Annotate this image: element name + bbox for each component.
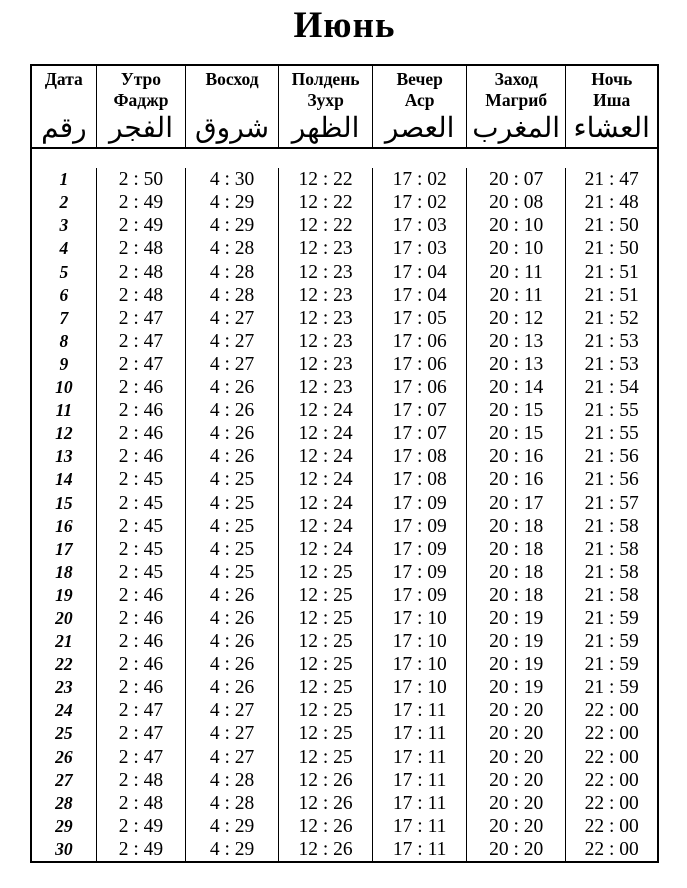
date-cell: 7: [59, 307, 69, 328]
time-cell-maghrib: 20 : 15: [489, 400, 544, 422]
time-cell-asr: 17 : 08: [392, 446, 447, 468]
time-cell-dhuhr: 12 : 26: [298, 815, 353, 837]
header-ru-line: Фаджр: [113, 90, 169, 110]
header-ru-label-isha: [591, 69, 632, 111]
time-cell-asr: 17 : 10: [392, 677, 447, 699]
time-cell-asr: 17 : 09: [392, 492, 447, 514]
header-ru-label-asr: [396, 69, 442, 111]
header-ru-line: Магриб: [485, 90, 548, 110]
time-cell-fajr: 2 : 46: [118, 631, 164, 653]
body-column-maghrib: [467, 168, 567, 861]
time-cell-fajr: 2 : 48: [118, 261, 164, 283]
time-cell-shuruq: 4 : 25: [209, 538, 255, 560]
time-cell-fajr: 2 : 49: [118, 215, 164, 237]
time-cell-maghrib: 20 : 19: [489, 607, 544, 629]
time-cell-isha: 21 : 57: [584, 492, 639, 514]
time-cell-maghrib: 20 : 12: [489, 307, 544, 329]
date-cell: 12: [55, 423, 73, 444]
date-cell: 8: [59, 330, 69, 351]
time-cell-isha: 21 : 59: [584, 607, 639, 629]
time-cell-isha: 21 : 56: [584, 446, 639, 468]
time-cell-shuruq: 4 : 26: [209, 446, 255, 468]
time-cell-fajr: 2 : 47: [118, 723, 164, 745]
date-cell: 14: [55, 469, 73, 490]
header-ru-label-maghrib: [485, 69, 547, 111]
time-cell-fajr: 2 : 48: [118, 769, 164, 791]
date-cell: 16: [55, 515, 73, 536]
time-cell-fajr: 2 : 45: [118, 469, 164, 491]
time-cell-isha: 21 : 51: [584, 284, 639, 306]
time-cell-shuruq: 4 : 29: [209, 215, 255, 237]
time-cell-dhuhr: 12 : 22: [298, 215, 353, 237]
date-cell: 15: [55, 492, 73, 513]
time-cell-maghrib: 20 : 20: [489, 700, 544, 722]
header-ru-label-dhuhr: [292, 69, 360, 111]
table-header-row: [32, 66, 657, 149]
time-cell-fajr: 2 : 47: [118, 330, 164, 352]
time-cell-shuruq: 4 : 28: [209, 769, 255, 791]
time-cell-asr: 17 : 02: [392, 169, 447, 191]
time-cell-shuruq: 4 : 29: [209, 838, 255, 860]
date-cell: 19: [55, 584, 73, 605]
time-cell-isha: 22 : 00: [584, 700, 639, 722]
time-cell-maghrib: 20 : 13: [489, 353, 544, 375]
time-cell-maghrib: 20 : 11: [489, 284, 543, 306]
date-cell: 3: [59, 215, 69, 236]
time-cell-isha: 21 : 53: [584, 330, 639, 352]
time-cell-fajr: 2 : 47: [118, 307, 164, 329]
time-cell-maghrib: 20 : 19: [489, 654, 544, 676]
header-ru-label-date: [45, 69, 83, 90]
time-cell-shuruq: 4 : 25: [209, 492, 255, 514]
time-cell-maghrib: 20 : 20: [489, 723, 544, 745]
time-cell-shuruq: 4 : 26: [209, 377, 255, 399]
date-cell: 24: [55, 700, 73, 721]
time-cell-dhuhr: 12 : 24: [298, 515, 353, 537]
header-ru-line: Вечер: [396, 69, 443, 89]
time-cell-maghrib: 20 : 13: [489, 330, 544, 352]
date-cell: 4: [59, 238, 69, 259]
time-cell-dhuhr: 12 : 24: [298, 469, 353, 491]
time-cell-dhuhr: 12 : 23: [298, 284, 353, 306]
time-cell-isha: 21 : 58: [584, 538, 639, 560]
date-cell: 26: [55, 746, 73, 767]
header-cell-asr: [373, 66, 467, 147]
time-cell-dhuhr: 12 : 25: [298, 700, 353, 722]
time-cell-dhuhr: 12 : 24: [298, 423, 353, 445]
time-cell-shuruq: 4 : 26: [209, 631, 255, 653]
time-cell-isha: 21 : 55: [584, 400, 639, 422]
time-cell-asr: 17 : 09: [392, 515, 447, 537]
time-cell-dhuhr: 12 : 25: [298, 746, 353, 768]
body-column-dhuhr: [279, 168, 374, 861]
body-column-date: [32, 168, 97, 861]
date-cell: 6: [59, 284, 69, 305]
time-cell-shuruq: 4 : 29: [209, 192, 255, 214]
header-cell-fajr: [97, 66, 187, 147]
time-cell-asr: 17 : 11: [392, 838, 447, 860]
time-cell-dhuhr: 12 : 24: [298, 446, 353, 468]
time-cell-isha: 21 : 56: [584, 469, 639, 491]
time-cell-maghrib: 20 : 14: [489, 377, 544, 399]
time-cell-maghrib: 20 : 18: [489, 538, 544, 560]
date-cell: 28: [55, 792, 73, 813]
time-cell-shuruq: 4 : 27: [209, 723, 255, 745]
time-cell-isha: 21 : 59: [584, 677, 639, 699]
time-cell-dhuhr: 12 : 23: [298, 307, 353, 329]
header-ar-label-fajr: الفجر: [108, 113, 173, 145]
prayer-times-table: [30, 64, 659, 863]
time-cell-fajr: 2 : 46: [118, 423, 164, 445]
time-cell-dhuhr: 12 : 25: [298, 631, 353, 653]
time-cell-dhuhr: 12 : 24: [298, 400, 353, 422]
date-cell: 21: [55, 631, 73, 652]
time-cell-asr: 17 : 09: [392, 561, 447, 583]
header-ru-line: Иша: [593, 90, 631, 110]
time-cell-asr: 17 : 04: [392, 284, 447, 306]
header-cell-maghrib: [467, 66, 567, 147]
header-ru-line: Дата: [44, 69, 83, 89]
header-ru-line: Аср: [404, 90, 435, 110]
header-ar-label-isha: العشاء: [573, 113, 650, 145]
header-ar-label-dhuhr: الظهر: [291, 113, 360, 145]
date-cell: 13: [55, 446, 73, 467]
date-cell: 1: [59, 169, 69, 190]
time-cell-fajr: 2 : 48: [118, 792, 164, 814]
time-cell-dhuhr: 12 : 23: [298, 261, 353, 283]
time-cell-asr: 17 : 07: [392, 400, 447, 422]
header-ru-line: Зухр: [307, 90, 344, 110]
time-cell-maghrib: 20 : 15: [489, 423, 544, 445]
time-cell-maghrib: 20 : 16: [489, 469, 544, 491]
body-column-fajr: [97, 168, 187, 861]
time-cell-isha: 21 : 47: [584, 169, 639, 191]
date-cell: 29: [55, 815, 73, 836]
time-cell-isha: 21 : 48: [584, 192, 639, 214]
time-cell-dhuhr: 12 : 23: [298, 330, 353, 352]
header-ru-line: Утро: [120, 69, 162, 89]
time-cell-maghrib: 20 : 20: [489, 815, 544, 837]
time-cell-fajr: 2 : 46: [118, 446, 164, 468]
time-cell-asr: 17 : 03: [392, 238, 447, 260]
time-cell-asr: 17 : 07: [392, 423, 447, 445]
time-cell-isha: 21 : 59: [584, 654, 639, 676]
time-cell-fajr: 2 : 49: [118, 815, 164, 837]
time-cell-maghrib: 20 : 20: [489, 838, 544, 860]
time-cell-dhuhr: 12 : 25: [298, 654, 353, 676]
time-cell-asr: 17 : 09: [392, 538, 447, 560]
time-cell-asr: 17 : 11: [392, 723, 447, 745]
header-cell-shuruq: [186, 66, 279, 147]
time-cell-isha: 22 : 00: [584, 769, 639, 791]
time-cell-asr: 17 : 11: [392, 815, 447, 837]
header-ar-label-date: رقم: [41, 113, 87, 145]
time-cell-shuruq: 4 : 28: [209, 238, 255, 260]
time-cell-shuruq: 4 : 27: [209, 700, 255, 722]
time-cell-isha: 21 : 59: [584, 631, 639, 653]
header-ar-label-maghrib: المغرب: [472, 113, 561, 145]
header-ru-label-shuruq: [205, 69, 258, 90]
time-cell-fajr: 2 : 45: [118, 561, 164, 583]
time-cell-maghrib: 20 : 19: [489, 677, 544, 699]
time-cell-dhuhr: 12 : 23: [298, 377, 353, 399]
time-cell-isha: 22 : 00: [584, 838, 639, 860]
time-cell-maghrib: 20 : 11: [489, 261, 543, 283]
time-cell-maghrib: 20 : 20: [489, 769, 544, 791]
time-cell-isha: 21 : 55: [584, 423, 639, 445]
date-cell: 17: [55, 538, 73, 559]
time-cell-fajr: 2 : 46: [118, 677, 164, 699]
date-cell: 5: [59, 261, 69, 282]
time-cell-maghrib: 20 : 10: [489, 238, 544, 260]
time-cell-asr: 17 : 04: [392, 261, 447, 283]
time-cell-shuruq: 4 : 25: [209, 561, 255, 583]
time-cell-maghrib: 20 : 18: [489, 561, 544, 583]
body-column-asr: [373, 168, 467, 861]
header-cell-dhuhr: [279, 66, 374, 147]
time-cell-shuruq: 4 : 27: [209, 307, 255, 329]
time-cell-asr: 17 : 09: [392, 584, 447, 606]
time-cell-asr: 17 : 06: [392, 353, 447, 375]
time-cell-fajr: 2 : 46: [118, 400, 164, 422]
time-cell-asr: 17 : 10: [392, 654, 447, 676]
time-cell-fajr: 2 : 46: [118, 607, 164, 629]
date-cell: 30: [55, 838, 73, 859]
time-cell-shuruq: 4 : 26: [209, 584, 255, 606]
time-cell-isha: 21 : 50: [584, 215, 639, 237]
time-cell-fajr: 2 : 45: [118, 492, 164, 514]
body-column-isha: [566, 168, 657, 861]
time-cell-isha: 22 : 00: [584, 746, 639, 768]
time-cell-shuruq: 4 : 28: [209, 792, 255, 814]
time-cell-shuruq: 4 : 29: [209, 815, 255, 837]
time-cell-asr: 17 : 11: [392, 700, 447, 722]
time-cell-maghrib: 20 : 07: [489, 169, 544, 191]
time-cell-shuruq: 4 : 30: [209, 169, 255, 191]
time-cell-isha: 21 : 53: [584, 353, 639, 375]
date-cell: 22: [55, 654, 73, 675]
time-cell-fajr: 2 : 46: [118, 377, 164, 399]
time-cell-isha: 21 : 54: [584, 377, 639, 399]
time-cell-dhuhr: 12 : 25: [298, 584, 353, 606]
header-cell-isha: [566, 66, 657, 147]
header-ru-line: Восход: [205, 69, 259, 89]
time-cell-dhuhr: 12 : 24: [298, 492, 353, 514]
header-ru-line: Ночь: [591, 69, 633, 89]
time-cell-shuruq: 4 : 28: [209, 284, 255, 306]
date-cell: 18: [55, 561, 73, 582]
time-cell-shuruq: 4 : 26: [209, 654, 255, 676]
header-ar-label-asr: العصر: [384, 113, 455, 145]
time-cell-fajr: 2 : 47: [118, 746, 164, 768]
date-cell: 23: [55, 677, 73, 698]
time-cell-asr: 17 : 10: [392, 607, 447, 629]
time-cell-dhuhr: 12 : 26: [298, 838, 353, 860]
body-column-shuruq: [186, 168, 279, 861]
header-ru-label-fajr: [113, 69, 168, 111]
date-cell: 11: [55, 400, 73, 421]
date-cell: 10: [55, 377, 73, 398]
time-cell-fajr: 2 : 47: [118, 700, 164, 722]
date-cell: 2: [59, 192, 69, 213]
time-cell-fajr: 2 : 50: [118, 169, 164, 191]
time-cell-isha: 21 : 58: [584, 515, 639, 537]
time-cell-maghrib: 20 : 18: [489, 515, 544, 537]
header-ru-line: Полдень: [291, 69, 360, 89]
time-cell-shuruq: 4 : 26: [209, 677, 255, 699]
time-cell-isha: 22 : 00: [584, 815, 639, 837]
time-cell-fajr: 2 : 48: [118, 284, 164, 306]
date-cell: 27: [55, 769, 73, 790]
time-cell-shuruq: 4 : 25: [209, 515, 255, 537]
time-cell-fajr: 2 : 48: [118, 238, 164, 260]
time-cell-asr: 17 : 05: [392, 307, 447, 329]
time-cell-fajr: 2 : 46: [118, 654, 164, 676]
header-cell-date: [32, 66, 97, 147]
time-cell-dhuhr: 12 : 22: [298, 169, 353, 191]
time-cell-asr: 17 : 06: [392, 377, 447, 399]
time-cell-maghrib: 20 : 18: [489, 584, 544, 606]
time-cell-maghrib: 20 : 20: [489, 746, 544, 768]
time-cell-dhuhr: 12 : 26: [298, 792, 353, 814]
time-cell-isha: 21 : 52: [584, 307, 639, 329]
date-cell: 9: [59, 353, 69, 374]
time-cell-maghrib: 20 : 20: [489, 792, 544, 814]
table-body: [32, 149, 657, 861]
time-cell-fajr: 2 : 49: [118, 192, 164, 214]
time-cell-shuruq: 4 : 27: [209, 746, 255, 768]
time-cell-dhuhr: 12 : 25: [298, 677, 353, 699]
date-cell: 25: [55, 723, 73, 744]
time-cell-asr: 17 : 03: [392, 215, 447, 237]
time-cell-asr: 17 : 10: [392, 631, 447, 653]
time-cell-asr: 17 : 11: [392, 769, 447, 791]
header-ar-label-shuruq: شروق: [194, 113, 270, 145]
time-cell-asr: 17 : 08: [392, 469, 447, 491]
time-cell-shuruq: 4 : 27: [209, 353, 255, 375]
time-cell-dhuhr: 12 : 26: [298, 769, 353, 791]
time-cell-fajr: 2 : 47: [118, 353, 164, 375]
time-cell-asr: 17 : 11: [392, 746, 447, 768]
time-cell-shuruq: 4 : 28: [209, 261, 255, 283]
time-cell-shuruq: 4 : 26: [209, 423, 255, 445]
time-cell-isha: 21 : 58: [584, 561, 639, 583]
time-cell-asr: 17 : 02: [392, 192, 447, 214]
date-cell: 20: [55, 607, 73, 628]
time-cell-fajr: 2 : 46: [118, 584, 164, 606]
time-cell-dhuhr: 12 : 23: [298, 238, 353, 260]
time-cell-maghrib: 20 : 10: [489, 215, 544, 237]
time-cell-fajr: 2 : 45: [118, 538, 164, 560]
time-cell-isha: 21 : 50: [584, 238, 639, 260]
time-cell-shuruq: 4 : 25: [209, 469, 255, 491]
time-cell-dhuhr: 12 : 25: [298, 723, 353, 745]
header-ru-line: Заход: [494, 69, 538, 89]
time-cell-maghrib: 20 : 17: [489, 492, 544, 514]
time-cell-isha: 22 : 00: [584, 792, 639, 814]
time-cell-maghrib: 20 : 08: [489, 192, 544, 214]
time-cell-asr: 17 : 06: [392, 330, 447, 352]
time-cell-dhuhr: 12 : 25: [298, 561, 353, 583]
time-cell-dhuhr: 12 : 24: [298, 538, 353, 560]
time-cell-shuruq: 4 : 27: [209, 330, 255, 352]
time-cell-isha: 22 : 00: [584, 723, 639, 745]
time-cell-dhuhr: 12 : 22: [298, 192, 353, 214]
time-cell-dhuhr: 12 : 23: [298, 353, 353, 375]
time-cell-asr: 17 : 11: [392, 792, 447, 814]
time-cell-maghrib: 20 : 16: [489, 446, 544, 468]
time-cell-isha: 21 : 58: [584, 584, 639, 606]
time-cell-fajr: 2 : 49: [118, 838, 164, 860]
time-cell-fajr: 2 : 45: [118, 515, 164, 537]
time-cell-dhuhr: 12 : 25: [298, 607, 353, 629]
time-cell-maghrib: 20 : 19: [489, 631, 544, 653]
time-cell-isha: 21 : 51: [584, 261, 639, 283]
time-cell-shuruq: 4 : 26: [209, 607, 255, 629]
page-title: Июнь: [293, 5, 396, 46]
time-cell-shuruq: 4 : 26: [209, 400, 255, 422]
